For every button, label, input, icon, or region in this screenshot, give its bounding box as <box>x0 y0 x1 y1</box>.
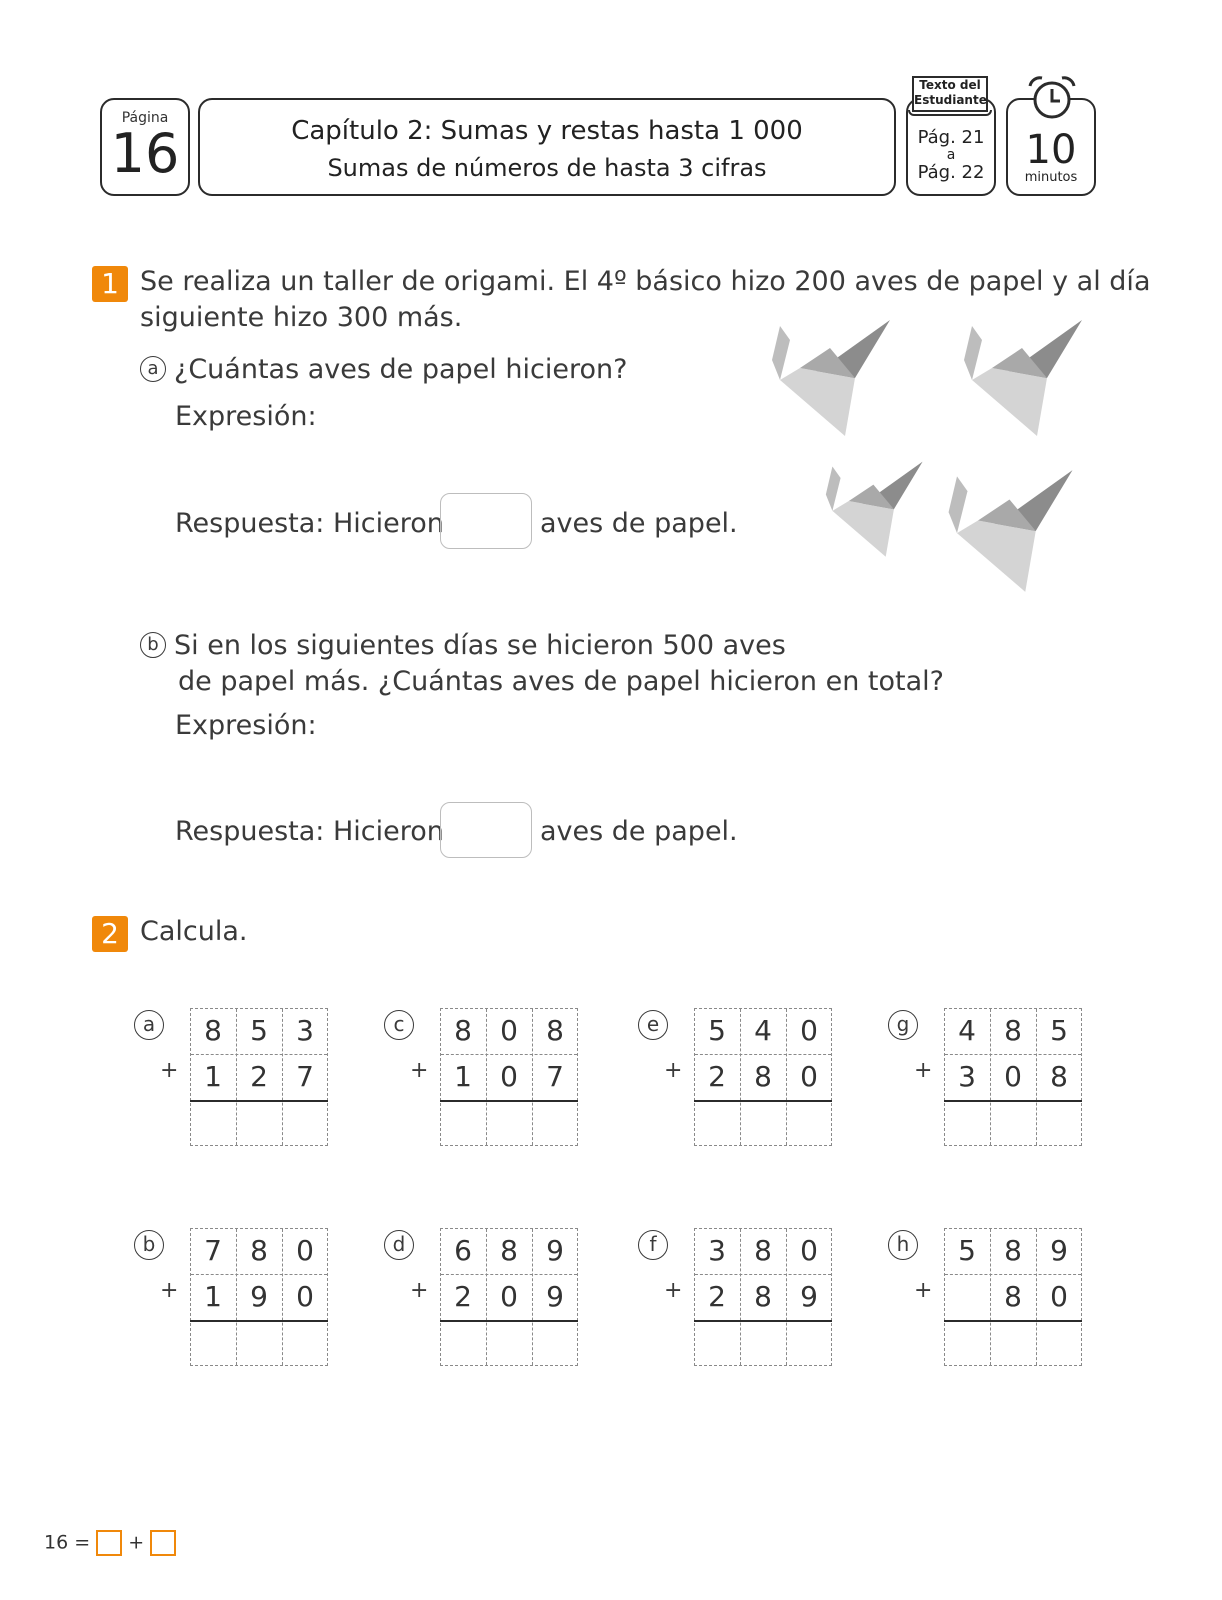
ref-separator: a <box>946 147 956 163</box>
addend-1-digit: 8 <box>754 1234 772 1267</box>
addend-2-digit: 0 <box>500 1280 518 1313</box>
exercise-1a-expression-label: Expresión: <box>175 401 317 432</box>
digit-grid <box>944 1008 1082 1146</box>
footer-plus: + <box>128 1531 145 1554</box>
answer-digit-box[interactable] <box>440 1320 486 1366</box>
book-label-line1: Texto del <box>919 78 981 92</box>
plus-sign: + <box>410 1058 429 1083</box>
addend-2-digit: 8 <box>1004 1280 1022 1313</box>
addend-1-digit: 8 <box>546 1014 564 1047</box>
answer-digit-box[interactable] <box>282 1100 328 1146</box>
chapter-title: Capítulo 2: Sumas y restas hasta 1 000 <box>291 116 803 146</box>
footer-page-equation: 16 = <box>44 1531 91 1554</box>
addend-1-digit: 8 <box>1004 1234 1022 1267</box>
addition-problem-b <box>134 1228 334 1378</box>
addend-1-digit: 9 <box>546 1234 564 1267</box>
time-value: 10 <box>1025 127 1077 173</box>
footer <box>44 1530 176 1556</box>
addend-1-digit: 5 <box>250 1014 268 1047</box>
answer-digit-box[interactable] <box>1036 1320 1082 1366</box>
answer-digit-box[interactable] <box>694 1100 740 1146</box>
addition-problem-a <box>134 1008 334 1158</box>
book-icon <box>912 76 988 112</box>
answer-digit-box[interactable] <box>990 1320 1036 1366</box>
addend-1-digit: 0 <box>800 1234 818 1267</box>
exercise-1b-answer-box[interactable] <box>440 802 532 858</box>
addend-1-digit: 5 <box>1050 1014 1068 1047</box>
addend-1-digit: 6 <box>454 1234 472 1267</box>
answer-digit-box[interactable] <box>944 1100 990 1146</box>
digit-grid <box>190 1228 328 1366</box>
exercise-2-instruction: Calcula. <box>140 916 248 947</box>
answer-digit-box[interactable] <box>236 1100 282 1146</box>
plus-sign: + <box>160 1278 179 1303</box>
addition-problem-d <box>384 1228 584 1378</box>
plus-sign: + <box>664 1278 683 1303</box>
plus-sign: + <box>914 1058 933 1083</box>
answer-digit-box[interactable] <box>190 1320 236 1366</box>
addend-1-digit: 4 <box>958 1014 976 1047</box>
plus-sign: + <box>664 1058 683 1083</box>
digit-grid <box>440 1228 578 1366</box>
addend-1-digit: 5 <box>958 1234 976 1267</box>
exercise-1b-question-line2: de papel más. ¿Cuántas aves de papel hicieron en total? <box>178 666 944 697</box>
digit-grid <box>694 1228 832 1366</box>
page-label: Página <box>121 110 169 126</box>
crane-icon <box>826 462 923 557</box>
ref-to: Pág. 22 <box>917 162 985 183</box>
addend-2-digit: 9 <box>250 1280 268 1313</box>
addend-2-digit: 1 <box>204 1280 222 1313</box>
answer-digit-box[interactable] <box>486 1320 532 1366</box>
item-label-e: e <box>638 1010 668 1040</box>
ref-from: Pág. 21 <box>917 127 985 148</box>
digit-grid <box>440 1008 578 1146</box>
crane-icon <box>949 470 1073 592</box>
addend-1-digit: 0 <box>500 1014 518 1047</box>
digit-grid <box>694 1008 832 1146</box>
addend-1-digit: 7 <box>204 1234 222 1267</box>
addend-2-digit: 7 <box>546 1060 564 1093</box>
exercise-1-badge: 1 <box>92 266 128 302</box>
plus-sign: + <box>410 1278 429 1303</box>
answer-digit-box[interactable] <box>236 1320 282 1366</box>
addend-1-digit: 4 <box>754 1014 772 1047</box>
addend-2-digit <box>944 1274 990 1320</box>
answer-digit-box[interactable] <box>944 1320 990 1366</box>
addend-2-digit: 3 <box>958 1060 976 1093</box>
answer-digit-box[interactable] <box>486 1100 532 1146</box>
item-label-g: g <box>888 1010 918 1040</box>
addend-1-digit: 0 <box>800 1014 818 1047</box>
addend-2-digit: 0 <box>296 1280 314 1313</box>
addition-problem-f <box>638 1228 838 1378</box>
addend-2-digit: 7 <box>296 1060 314 1093</box>
exercise-2-badge: 2 <box>92 916 128 952</box>
item-label-a: a <box>140 356 166 382</box>
digit-grid <box>944 1228 1082 1366</box>
addend-2-digit: 8 <box>1050 1060 1068 1093</box>
exercise-1b-answer-prefix: Respuesta: Hicieron <box>175 816 444 847</box>
item-label-h: h <box>888 1230 918 1260</box>
exercise-1a-answer-prefix: Respuesta: Hicieron <box>175 508 444 539</box>
exercise-1b-question-line1 <box>140 630 786 661</box>
exercise-1b-answer-suffix: aves de papel. <box>540 816 738 847</box>
answer-digit-box[interactable] <box>740 1320 786 1366</box>
exercise-1a-answer-suffix: aves de papel. <box>540 508 738 539</box>
addend-1-digit: 8 <box>250 1234 268 1267</box>
addend-2-digit: 1 <box>454 1060 472 1093</box>
item-label-b: b <box>140 632 166 658</box>
addition-problem-c <box>384 1008 584 1158</box>
addition-problem-g <box>888 1008 1088 1158</box>
addend-1-digit: 8 <box>500 1234 518 1267</box>
item-label-d: d <box>384 1230 414 1260</box>
answer-digit-box[interactable] <box>786 1320 832 1366</box>
addend-2-digit: 0 <box>800 1060 818 1093</box>
origami-cranes-illustration <box>760 318 1100 610</box>
addend-1-digit: 0 <box>296 1234 314 1267</box>
alarm-clock-icon <box>1024 74 1080 124</box>
addend-1-digit: 3 <box>296 1014 314 1047</box>
plus-sign: + <box>160 1058 179 1083</box>
addend-1-digit: 8 <box>204 1014 222 1047</box>
answer-digit-box[interactable] <box>786 1100 832 1146</box>
exercise-1a-question <box>140 354 627 385</box>
addend-2-digit: 1 <box>204 1060 222 1093</box>
exercise-1a-question-text: ¿Cuántas aves de papel hicieron? <box>174 354 628 385</box>
addend-1-digit: 9 <box>1050 1234 1068 1267</box>
answer-digit-box[interactable] <box>990 1100 1036 1146</box>
answer-digit-box[interactable] <box>740 1100 786 1146</box>
crane-icon <box>772 320 890 436</box>
addend-2-digit: 2 <box>708 1060 726 1093</box>
item-label-c: c <box>384 1010 414 1040</box>
page-number: 16 <box>110 122 180 185</box>
crane-icon <box>964 320 1082 436</box>
addition-problem-h <box>888 1228 1088 1378</box>
book-label-line2: Estudiante <box>914 93 987 107</box>
answer-digit-box[interactable] <box>190 1100 236 1146</box>
addend-2-digit: 9 <box>546 1280 564 1313</box>
exercise-1a-answer-box[interactable] <box>440 493 532 549</box>
exercise-1b-expression-label: Expresión: <box>175 710 317 741</box>
exercise-1-statement-line1: Se realiza un taller de origami. El 4º básico hizo 200 aves de papel y al día <box>140 266 1151 297</box>
exercise-1b-question-text: Si en los siguientes días se hicieron 500 aves <box>174 630 786 661</box>
item-label-f: f <box>638 1230 668 1260</box>
answer-digit-box[interactable] <box>1036 1100 1082 1146</box>
item-label-a: a <box>134 1010 164 1040</box>
addend-1-digit: 8 <box>1004 1014 1022 1047</box>
digit-grid <box>190 1008 328 1146</box>
exercise-1-statement-line2: siguiente hizo 300 más. <box>140 302 463 333</box>
time-unit: minutos <box>1024 170 1078 185</box>
addend-2-digit: 0 <box>1050 1280 1068 1313</box>
addend-2-digit: 9 <box>800 1280 818 1313</box>
answer-digit-box[interactable] <box>532 1100 578 1146</box>
chapter-title-box <box>198 98 896 196</box>
plus-sign: + <box>914 1278 933 1303</box>
answer-digit-box[interactable] <box>440 1100 486 1146</box>
answer-digit-box[interactable] <box>694 1320 740 1366</box>
addend-1-digit: 8 <box>454 1014 472 1047</box>
addend-2-digit: 8 <box>754 1280 772 1313</box>
addend-2-digit: 2 <box>708 1280 726 1313</box>
footer-box-right <box>150 1530 176 1556</box>
answer-digit-box[interactable] <box>532 1320 578 1366</box>
footer-box-left <box>96 1530 122 1556</box>
page-number-box <box>100 98 190 196</box>
addend-2-digit: 2 <box>454 1280 472 1313</box>
chapter-subtitle: Sumas de números de hasta 3 cifras <box>327 154 767 182</box>
answer-digit-box[interactable] <box>282 1320 328 1366</box>
addition-problem-e <box>638 1008 838 1158</box>
addend-2-digit: 0 <box>1004 1060 1022 1093</box>
addend-1-digit: 3 <box>708 1234 726 1267</box>
addend-2-digit: 0 <box>500 1060 518 1093</box>
addend-1-digit: 5 <box>708 1014 726 1047</box>
addend-2-digit: 2 <box>250 1060 268 1093</box>
item-label-b: b <box>134 1230 164 1260</box>
addend-2-digit: 8 <box>754 1060 772 1093</box>
